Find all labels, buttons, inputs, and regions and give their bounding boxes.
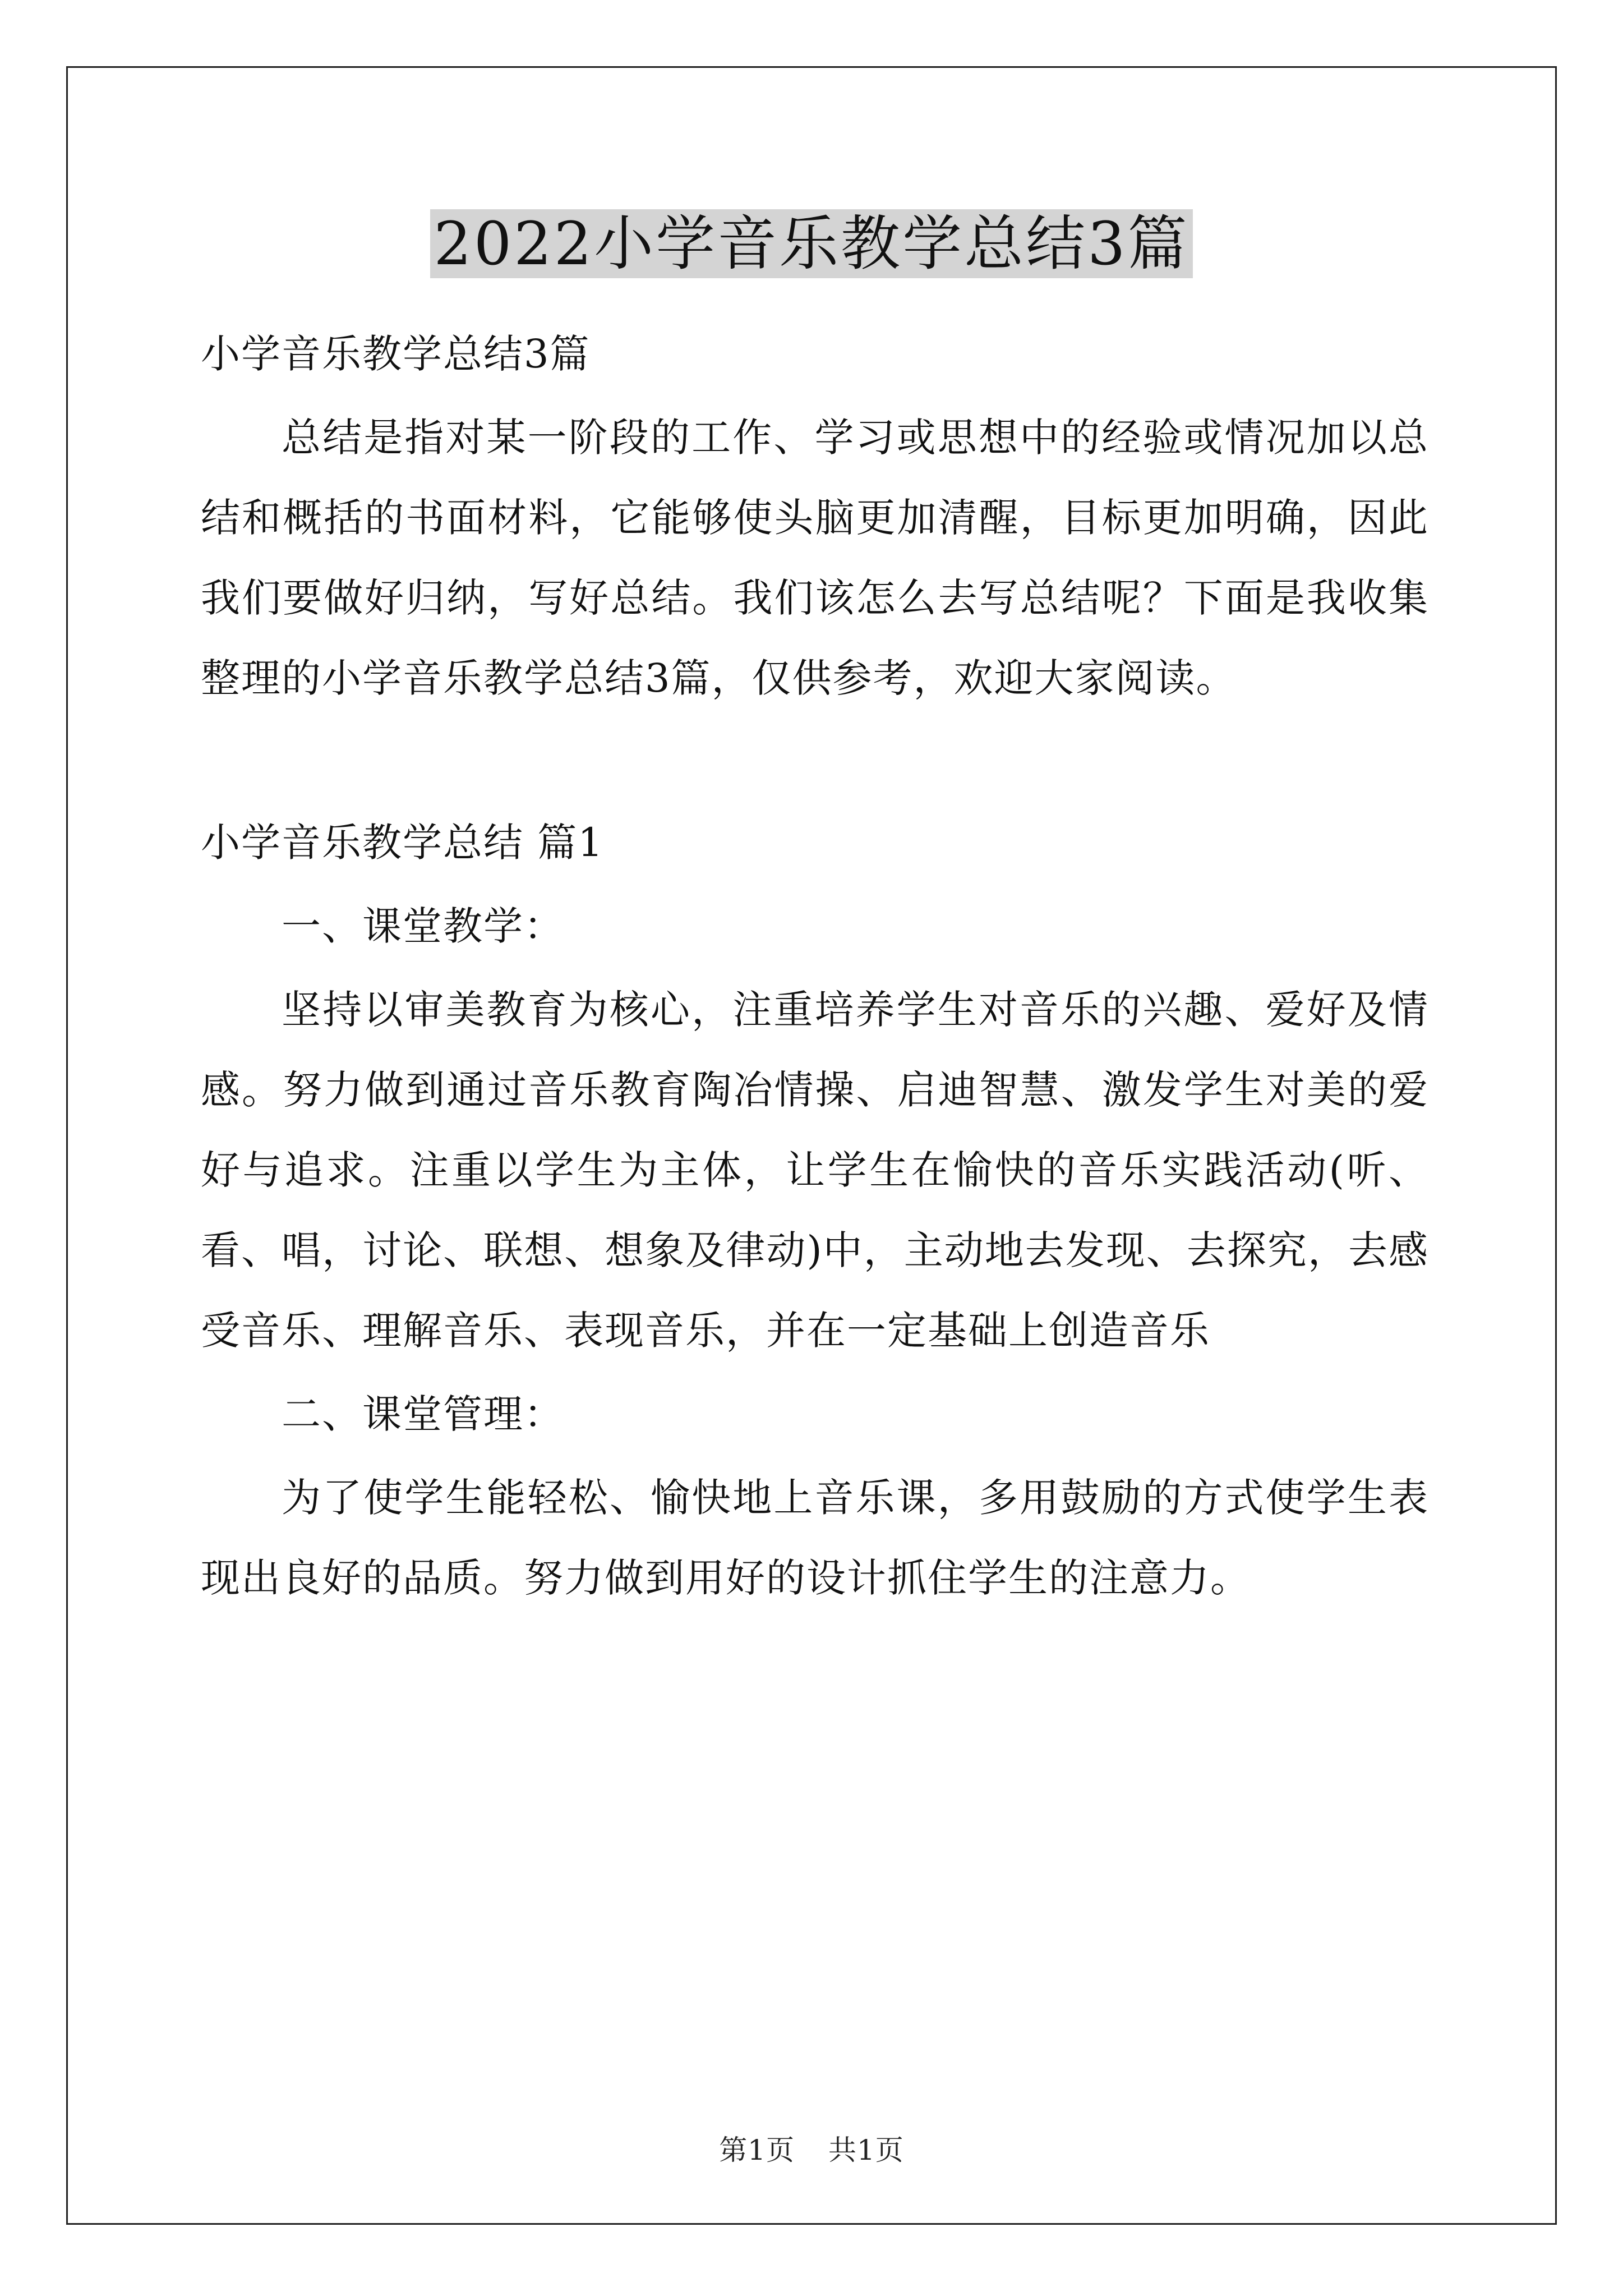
part2-paragraph: 为了使学生能轻松、愉快地上音乐课，多用鼓励的方式使学生表现出良好的品质。努力做到用好的设计抓住学生的注意力。	[201, 1475, 1429, 1601]
intro-paragraph: 总结是指对某一阶段的工作、学习或思想中的经验或情况加以总结和概括的书面材料，它能够使头脑更加清醒，目标更加明确，因此我们要做好归纳，写好总结。我们该怎么去写总结呢？下面是我收集整理的小学音乐教学总结3篇，仅供参考，欢迎大家阅读。	[201, 415, 1429, 701]
subtitle: 小学音乐教学总结3篇	[201, 331, 591, 377]
document-body	[201, 314, 1429, 1618]
section-title: 小学音乐教学总结 篇1	[201, 820, 604, 866]
page-footer	[0, 2131, 1623, 2170]
page-total: 共1页	[828, 2134, 904, 2166]
page-number: 第1页	[719, 2134, 795, 2166]
part2-heading: 二、课堂管理：	[282, 1391, 564, 1437]
document-title	[0, 202, 1623, 286]
part1-heading: 一、课堂教学：	[282, 903, 564, 949]
section-spacer	[201, 719, 1429, 803]
title-text: 2022小学音乐教学总结3篇	[430, 209, 1192, 278]
part1-paragraph: 坚持以审美教育为核心，注重培养学生对音乐的兴趣、爱好及情感。努力做到通过音乐教育陶冶情操、启迪智慧、激发学生对美的爱好与追求。注重以学生为主体，让学生在愉快的音乐实践活动(听、看、唱，讨论、联想、想象及律动)中，主动地去发现、去探究，去感受音乐、理解音乐、表现音乐，并在一定基础上创造音乐	[201, 987, 1429, 1354]
